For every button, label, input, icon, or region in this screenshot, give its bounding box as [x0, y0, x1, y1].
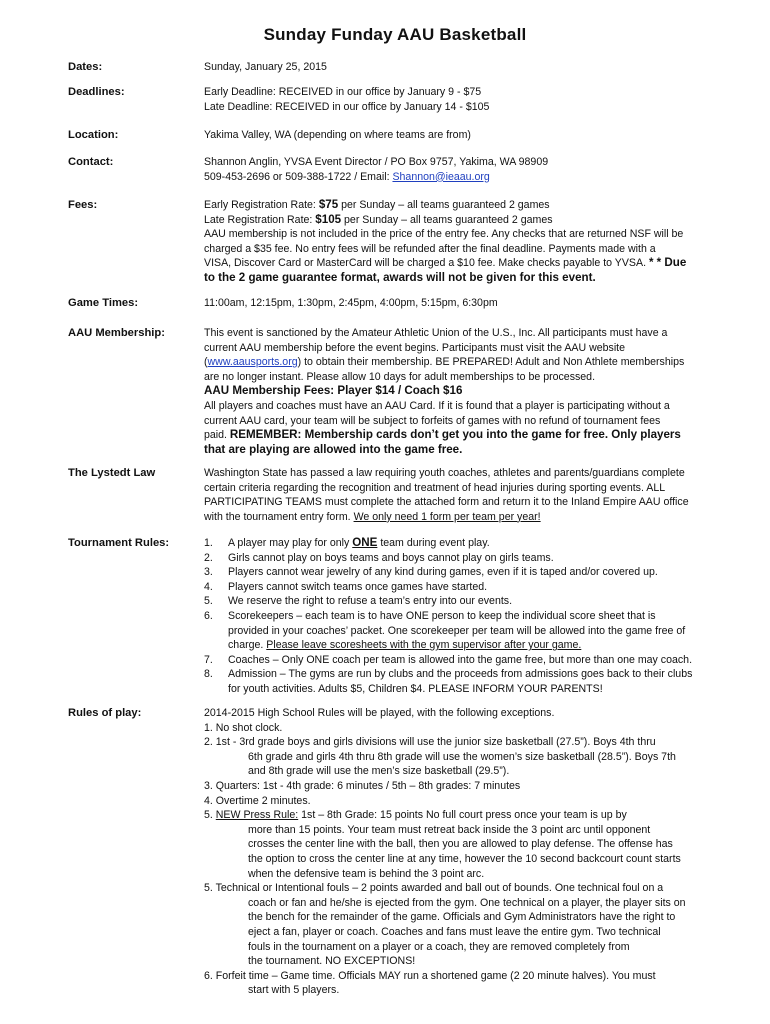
play-rule — [204, 808, 720, 823]
play-rule-continuation: the option to cross the center line at any time, however the 10 second backcourt count starts — [248, 852, 681, 865]
rule-text: A player may play for only — [228, 537, 353, 549]
rule-item — [204, 653, 720, 668]
play-rule-continuation: 6th grade and girls 4th thru 8th grade will use the women’s size basketball (28.5”). Boys 7th — [248, 750, 676, 763]
rule-continuation — [204, 638, 720, 653]
play-rule: 2. 1st - 3rd grade boys and girls divisions will use the junior size basketball (27.5”). Boys 4th thru — [204, 736, 656, 749]
play-rule-continuation: when the defensive team is behind the 3 point arc. — [248, 867, 485, 880]
rule-number: 2. — [204, 551, 213, 564]
early-rate-label: Early Registration Rate: — [204, 199, 319, 211]
play-rule-continuation: crosses the center line with the ball, then you are allowed to play defense. The offense has — [248, 838, 673, 851]
lystedt-line: PARTICIPATING TEAMS must complete the attached form and return it to the Inland Empire AAU office — [204, 496, 689, 509]
rule-number: 3. — [204, 566, 213, 579]
play-rule-continuation: and 8th grade will use the men’s size basketball (29.5”). — [248, 765, 510, 778]
rule-text: Scorekeepers – each team is to have ONE person to keep the individual score sheet that is — [228, 609, 656, 622]
play-rule-continuation: fouls in the tournament on a player or a coach, they are removed completely from — [248, 940, 630, 953]
lystedt-entry-form: with the tournament entry form. — [204, 510, 354, 523]
rule-number: 4. — [204, 580, 213, 593]
membership-line — [204, 428, 720, 443]
contact-line-2 — [204, 170, 720, 185]
game-times-value: 11:00am, 12:15pm, 1:30pm, 2:45pm, 4:00pm, 5:15pm, 6:30pm — [204, 297, 498, 309]
rule-number: 1. — [204, 537, 213, 549]
membership-line: are no longer instant. Please allow 10 days for adult memberships to be processed. — [204, 370, 596, 383]
rule-text: Girls cannot play on boys teams and boys cannot play on girls teams. — [228, 551, 554, 564]
play-rule-continuation: the bench for the remainder of the game. Officials and Gym Administrators have the right to — [248, 911, 676, 924]
contact-email-link[interactable]: Shannon@ieaau.org — [392, 170, 490, 183]
rule-item — [204, 565, 720, 580]
early-rate — [204, 198, 720, 213]
location-label: Location: — [68, 129, 119, 141]
scoresheet-note: Please leave scoresheets with the gym supervisor after your game. — [266, 639, 582, 652]
lystedt-label: The Lystedt Law — [68, 467, 156, 479]
tournament-rules-label: Tournament Rules: — [68, 537, 170, 549]
fees-line: charged a $35 fee. No entry fees will be refunded after the final deadline. Payments made with a — [204, 242, 656, 255]
play-rule: 1. No shot clock. — [204, 721, 283, 734]
fees-due-note: * * Due — [648, 256, 687, 270]
membership-line: current AAU card, your team will be subject to forfeits of games with no refund of tournament fees — [204, 414, 661, 427]
play-rule-continuation: eject a fan, player or coach. Coaches and fans must leave the entire gym. Two technical — [248, 925, 661, 938]
membership-line — [204, 355, 720, 370]
play-rule: 5. Technical or Intentional fouls – 2 points awarded and ball out of bounds. One technical foul on a — [204, 882, 664, 895]
rule-text: We reserve the right to refuse a team’s entry into our events. — [228, 595, 513, 608]
membership-label: AAU Membership: — [68, 327, 165, 339]
press-rule-title: NEW Press Rule: — [215, 809, 299, 822]
play-rule-continuation: coach or fan and he/she is ejected from the gym. One technical on a player, the player sits on — [248, 896, 686, 909]
rule-text: Players cannot wear jewelry of any kind during games, even if it is taped and/or covered up. — [228, 566, 658, 579]
awards-note: to the 2 game guarantee format, awards will not be given for this event. — [204, 270, 596, 284]
play-rule-continuation: the tournament. NO EXCEPTIONS! — [248, 955, 416, 968]
membership-line-rest: ) to obtain their membership. BE PREPARED! Adult and Non Athlete memberships — [297, 356, 685, 369]
contact-phone: 509-453-2696 or 509-388-1722 / Email: — [204, 170, 393, 183]
rule-number: 8. — [204, 668, 213, 681]
membership-line: All players and coaches must have an AAU Card. If it is found that a player is participating without a — [204, 399, 670, 412]
remember-note-end: that are playing are allowed into the game free. — [204, 442, 463, 456]
lystedt-line: Washington State has passed a law requiring youth coaches, athletes and parents/guardians complete — [204, 467, 685, 479]
contact-label: Contact: — [68, 156, 114, 168]
play-rule: 3. Quarters: 1st - 4th grade: 6 minutes / 5th – 8th grades: 7 minutes — [204, 779, 521, 792]
rule-text: charge. — [228, 639, 267, 652]
game-times-label: Game Times: — [68, 297, 139, 309]
lystedt-line — [204, 510, 720, 525]
rule-text: Players cannot switch teams once games have started. — [228, 580, 488, 593]
fees-line — [204, 256, 720, 271]
rule-item — [204, 551, 720, 566]
location-value: Yakima Valley, WA (depending on where teams are from) — [204, 129, 471, 141]
rule-item — [204, 536, 720, 551]
play-rule: 4. Overtime 2 minutes. — [204, 794, 311, 807]
rule-number: 5. — [204, 595, 213, 608]
rule-text: team during event play. — [377, 537, 490, 549]
late-rate-note: per Sunday – all teams guaranteed 2 games — [341, 213, 553, 226]
early-deadline: Early Deadline: RECEIVED in our office by January 9 - $75 — [204, 86, 482, 98]
play-rule-continuation: start with 5 players. — [248, 984, 340, 997]
play-rule-continuation: more than 15 points. Your team must retreat back inside the 3 point arc until opponent — [248, 823, 651, 836]
rule-continuation: for youth activities. Adults $5, Children $4. PLEASE INFORM YOUR PARENTS! — [228, 682, 603, 695]
rule-text: Admission – The gyms are run by clubs and the proceeds from admissions goes back to their clubs — [228, 668, 693, 681]
late-rate-amount: $105 — [315, 212, 342, 226]
dates-value: Sunday, January 25, 2015 — [204, 61, 327, 73]
rules-intro: 2014-2015 High School Rules will be played, with the following exceptions. — [204, 707, 555, 719]
late-rate-label: Late Registration Rate: — [204, 213, 316, 226]
lystedt-form-note: We only need 1 form per team per year! — [353, 510, 541, 523]
deadlines-label: Deadlines: — [68, 86, 125, 98]
fees-label: Fees: — [68, 199, 98, 211]
early-rate-note: per Sunday – all teams guaranteed 2 games — [338, 199, 550, 211]
rule-number: 6. — [204, 609, 213, 622]
rule-number: 7. — [204, 653, 213, 666]
rule-item — [204, 667, 720, 682]
late-deadline: Late Deadline: RECEIVED in our office by January 14 - $105 — [204, 100, 490, 113]
late-rate — [204, 213, 720, 228]
early-rate-amount: $75 — [318, 198, 339, 211]
dates-label: Dates: — [68, 61, 103, 73]
rules-of-play-label: Rules of play: — [68, 707, 142, 719]
remember-note: REMEMBER: Membership cards don’t get you into the game for free. Only players — [229, 428, 681, 442]
lystedt-line: certain criteria regarding the recognition and treatment of head injuries during sporting events. ALL — [204, 481, 666, 494]
rule-item — [204, 609, 720, 624]
play-rule: 6. Forfeit time – Game time. Officials MAY run a shortened game (2 20 minute halves). You must — [204, 969, 656, 982]
membership-fees-heading: AAU Membership Fees: Player $14 / Coach $16 — [204, 384, 463, 398]
paren-open: ( — [204, 356, 208, 369]
page-title: Sunday Funday AAU Basketball — [263, 25, 527, 44]
fees-payment-note: VISA, Discover Card or MasterCard will be charged a $10 fee. Make checks payable to YVSA. — [204, 257, 649, 270]
rule-item — [204, 594, 720, 609]
rule-continuation: provided in your coaches’ packet. One scorekeeper per team will be allowed into the game free of — [228, 624, 686, 637]
contact-line-1: Shannon Anglin, YVSA Event Director / PO Box 9757, Yakima, WA 98909 — [204, 156, 549, 168]
play-rule-number: 5. — [204, 809, 216, 822]
membership-line: current AAU membership before the event begins. Participants must visit the AAU website — [204, 341, 626, 354]
paid-text: paid. — [204, 429, 230, 442]
fees-line: AAU membership is not included in the price of the entry fee. Any checks that are returned NSF will be — [204, 228, 684, 241]
rule-emphasis: ONE — [352, 536, 378, 549]
aau-website-link[interactable]: www.aausports.org — [207, 356, 298, 369]
membership-line: This event is sanctioned by the Amateur Athletic Union of the U.S., Inc. All participants must have a — [204, 327, 668, 339]
rule-item — [204, 580, 720, 595]
rule-text: Coaches – Only ONE coach per team is allowed into the game free, but more than one may coach. — [228, 653, 693, 666]
play-rule-text: 1st – 8th Grade: 15 points No full court press once your team is up by — [298, 809, 627, 822]
